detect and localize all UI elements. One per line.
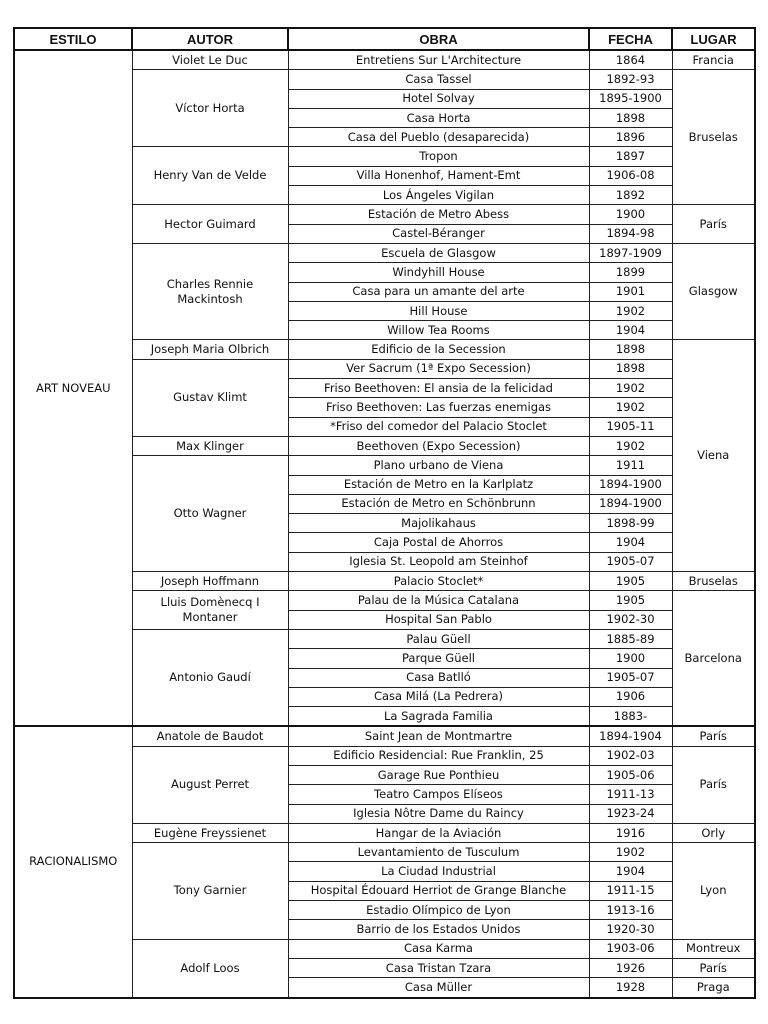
obra-cell: Windyhill House — [288, 263, 589, 282]
fecha-cell: 1898 — [589, 359, 672, 378]
fecha-cell: 1898 — [589, 340, 672, 359]
lugar-cell: Montreux — [672, 939, 755, 958]
obra-cell: Estación de Metro en Schönbrunn — [288, 494, 589, 513]
table-row — [14, 50, 755, 70]
autor-cell: Joseph Maria Olbrich — [132, 340, 288, 359]
autor-cell: Charles Rennie Mackintosh — [132, 243, 288, 339]
estilo-cell: ART NOVEAU — [14, 50, 132, 726]
fecha-cell: 1897-1909 — [589, 243, 672, 262]
lugar-cell: Bruselas — [672, 572, 755, 591]
autor-cell: Violet Le Duc — [132, 50, 288, 70]
obra-cell: Hotel Solvay — [288, 89, 589, 108]
autor-cell: Gustav Klimt — [132, 359, 288, 436]
fecha-cell: 1894-1904 — [589, 726, 672, 746]
obra-cell: Majolikahaus — [288, 514, 589, 533]
autor-cell: Hector Guimard — [132, 205, 288, 244]
autor-cell: Lluis Domènecq I Montaner — [132, 591, 288, 630]
autor-cell: August Perret — [132, 746, 288, 823]
fecha-cell: 1904 — [589, 862, 672, 881]
fecha-cell: 1911-15 — [589, 881, 672, 900]
obra-cell: Palacio Stoclet* — [288, 572, 589, 591]
obra-cell: Casa del Pueblo (desaparecida) — [288, 128, 589, 147]
obra-cell: Hospital Édouard Herriot de Grange Blanche — [288, 881, 589, 900]
fecha-cell: 1864 — [589, 50, 672, 70]
fecha-cell: 1905-07 — [589, 668, 672, 687]
fecha-cell: 1911 — [589, 456, 672, 475]
fecha-cell: 1883- — [589, 707, 672, 727]
fecha-cell: 1913-16 — [589, 901, 672, 920]
fecha-cell: 1902-03 — [589, 746, 672, 765]
fecha-cell: 1894-98 — [589, 224, 672, 243]
fecha-cell: 1898-99 — [589, 514, 672, 533]
obra-cell: Casa Tassel — [288, 70, 589, 89]
obra-cell: Willow Tea Rooms — [288, 321, 589, 340]
obra-cell: Friso Beethoven: Las fuerzas enemigas — [288, 398, 589, 417]
obra-cell: Caja Postal de Ahorros — [288, 533, 589, 552]
fecha-cell: 1902 — [589, 379, 672, 398]
header-obra: OBRA — [288, 28, 589, 50]
fecha-cell: 1892 — [589, 186, 672, 205]
obra-cell: Escuela de Glasgow — [288, 243, 589, 262]
autor-cell: Víctor Horta — [132, 70, 288, 147]
obra-cell: Ver Sacrum (1ª Expo Secession) — [288, 359, 589, 378]
obra-cell: Casa Müller — [288, 978, 589, 998]
obra-cell: Palau Güell — [288, 629, 589, 648]
fecha-cell: 1902 — [589, 301, 672, 320]
fecha-cell: 1904 — [589, 533, 672, 552]
obra-cell: Friso Beethoven: El ansia de la felicidad — [288, 379, 589, 398]
obra-cell: Casa Batlló — [288, 668, 589, 687]
obra-cell: Los Ángeles Vigilan — [288, 186, 589, 205]
fecha-cell: 1898 — [589, 108, 672, 127]
lugar-cell: Praga — [672, 978, 755, 998]
fecha-cell: 1905-11 — [589, 417, 672, 436]
autor-cell: Anatole de Baudot — [132, 726, 288, 746]
lugar-cell: Orly — [672, 823, 755, 842]
fecha-cell: 1920-30 — [589, 920, 672, 939]
lugar-cell: París — [672, 746, 755, 823]
fecha-cell: 1899 — [589, 263, 672, 282]
estilo-cell: RACIONALISMO — [14, 726, 132, 997]
autor-cell: Joseph Hoffmann — [132, 572, 288, 591]
obra-cell: Entretiens Sur L'Architecture — [288, 50, 589, 70]
obra-cell: Estación de Metro en la Karlplatz — [288, 475, 589, 494]
fecha-cell: 1926 — [589, 958, 672, 977]
obra-cell: Iglesia St. Leopold am Steinhof — [288, 552, 589, 571]
header-fecha: FECHA — [589, 28, 672, 50]
header-lugar: LUGAR — [672, 28, 755, 50]
fecha-cell: 1905 — [589, 591, 672, 610]
fecha-cell: 1906-08 — [589, 166, 672, 185]
obra-cell: *Friso del comedor del Palacio Stoclet — [288, 417, 589, 436]
obra-cell: Hospital San Pablo — [288, 610, 589, 629]
lugar-cell: París — [672, 726, 755, 746]
autor-cell: Eugène Freyssienet — [132, 823, 288, 842]
autor-cell: Henry Van de Velde — [132, 147, 288, 205]
obra-cell: Estadio Olímpico de Lyon — [288, 901, 589, 920]
fecha-cell: 1905-07 — [589, 552, 672, 571]
lugar-cell: Viena — [672, 340, 755, 572]
obra-cell: Parque Güell — [288, 649, 589, 668]
lugar-cell: Bruselas — [672, 70, 755, 205]
fecha-cell: 1905-06 — [589, 765, 672, 784]
obra-cell: Plano urbano de Viena — [288, 456, 589, 475]
obra-cell: Teatro Campos Elíseos — [288, 785, 589, 804]
lugar-cell: Glasgow — [672, 243, 755, 339]
fecha-cell: 1900 — [589, 649, 672, 668]
fecha-cell: 1902-30 — [589, 610, 672, 629]
obra-cell: Villa Honenhof, Hament-Emt — [288, 166, 589, 185]
table-row — [14, 726, 755, 746]
fecha-cell: 1916 — [589, 823, 672, 842]
fecha-cell: 1892-93 — [589, 70, 672, 89]
obra-cell: Casa Tristan Tzara — [288, 958, 589, 977]
architecture-table — [13, 27, 756, 999]
fecha-cell: 1928 — [589, 978, 672, 998]
fecha-cell: 1896 — [589, 128, 672, 147]
header-autor: AUTOR — [132, 28, 288, 50]
obra-cell: La Sagrada Familia — [288, 707, 589, 727]
header-row — [14, 28, 755, 50]
lugar-cell: Lyon — [672, 843, 755, 939]
fecha-cell: 1885-89 — [589, 629, 672, 648]
fecha-cell: 1902 — [589, 398, 672, 417]
obra-cell: Palau de la Música Catalana — [288, 591, 589, 610]
lugar-cell: Francia — [672, 50, 755, 70]
autor-cell: Adolf Loos — [132, 939, 288, 997]
autor-cell: Otto Wagner — [132, 456, 288, 572]
fecha-cell: 1905 — [589, 572, 672, 591]
fecha-cell: 1902 — [589, 436, 672, 455]
fecha-cell: 1911-13 — [589, 785, 672, 804]
obra-cell: Estación de Metro Abess — [288, 205, 589, 224]
obra-cell: Casa para un amante del arte — [288, 282, 589, 301]
obra-cell: Casa Horta — [288, 108, 589, 127]
fecha-cell: 1894-1900 — [589, 475, 672, 494]
header-estilo: ESTILO — [14, 28, 132, 50]
fecha-cell: 1894-1900 — [589, 494, 672, 513]
fecha-cell: 1906 — [589, 687, 672, 706]
obra-cell: Levantamiento de Tusculum — [288, 843, 589, 862]
table-body — [14, 50, 755, 998]
fecha-cell: 1903-06 — [589, 939, 672, 958]
obra-cell: Castel-Béranger — [288, 224, 589, 243]
obra-cell: Hill House — [288, 301, 589, 320]
obra-cell: La Ciudad Industrial — [288, 862, 589, 881]
autor-cell: Max Klinger — [132, 436, 288, 455]
fecha-cell: 1897 — [589, 147, 672, 166]
obra-cell: Hangar de la Aviación — [288, 823, 589, 842]
fecha-cell: 1923-24 — [589, 804, 672, 823]
fecha-cell: 1895-1900 — [589, 89, 672, 108]
obra-cell: Casa Karma — [288, 939, 589, 958]
lugar-cell: París — [672, 205, 755, 244]
obra-cell: Edificio Residencial: Rue Franklin, 25 — [288, 746, 589, 765]
obra-cell: Tropon — [288, 147, 589, 166]
autor-cell: Tony Garnier — [132, 843, 288, 939]
lugar-cell: Barcelona — [672, 591, 755, 727]
obra-cell: Casa Milá (La Pedrera) — [288, 687, 589, 706]
obra-cell: Beethoven (Expo Secession) — [288, 436, 589, 455]
autor-cell: Antonio Gaudí — [132, 629, 288, 726]
lugar-cell: París — [672, 958, 755, 977]
obra-cell: Iglesia Nôtre Dame du Raincy — [288, 804, 589, 823]
fecha-cell: 1902 — [589, 843, 672, 862]
obra-cell: Edificio de la Secession — [288, 340, 589, 359]
obra-cell: Barrio de los Estados Unidos — [288, 920, 589, 939]
obra-cell: Garage Rue Ponthieu — [288, 765, 589, 784]
fecha-cell: 1901 — [589, 282, 672, 301]
fecha-cell: 1900 — [589, 205, 672, 224]
fecha-cell: 1904 — [589, 321, 672, 340]
obra-cell: Saint Jean de Montmartre — [288, 726, 589, 746]
